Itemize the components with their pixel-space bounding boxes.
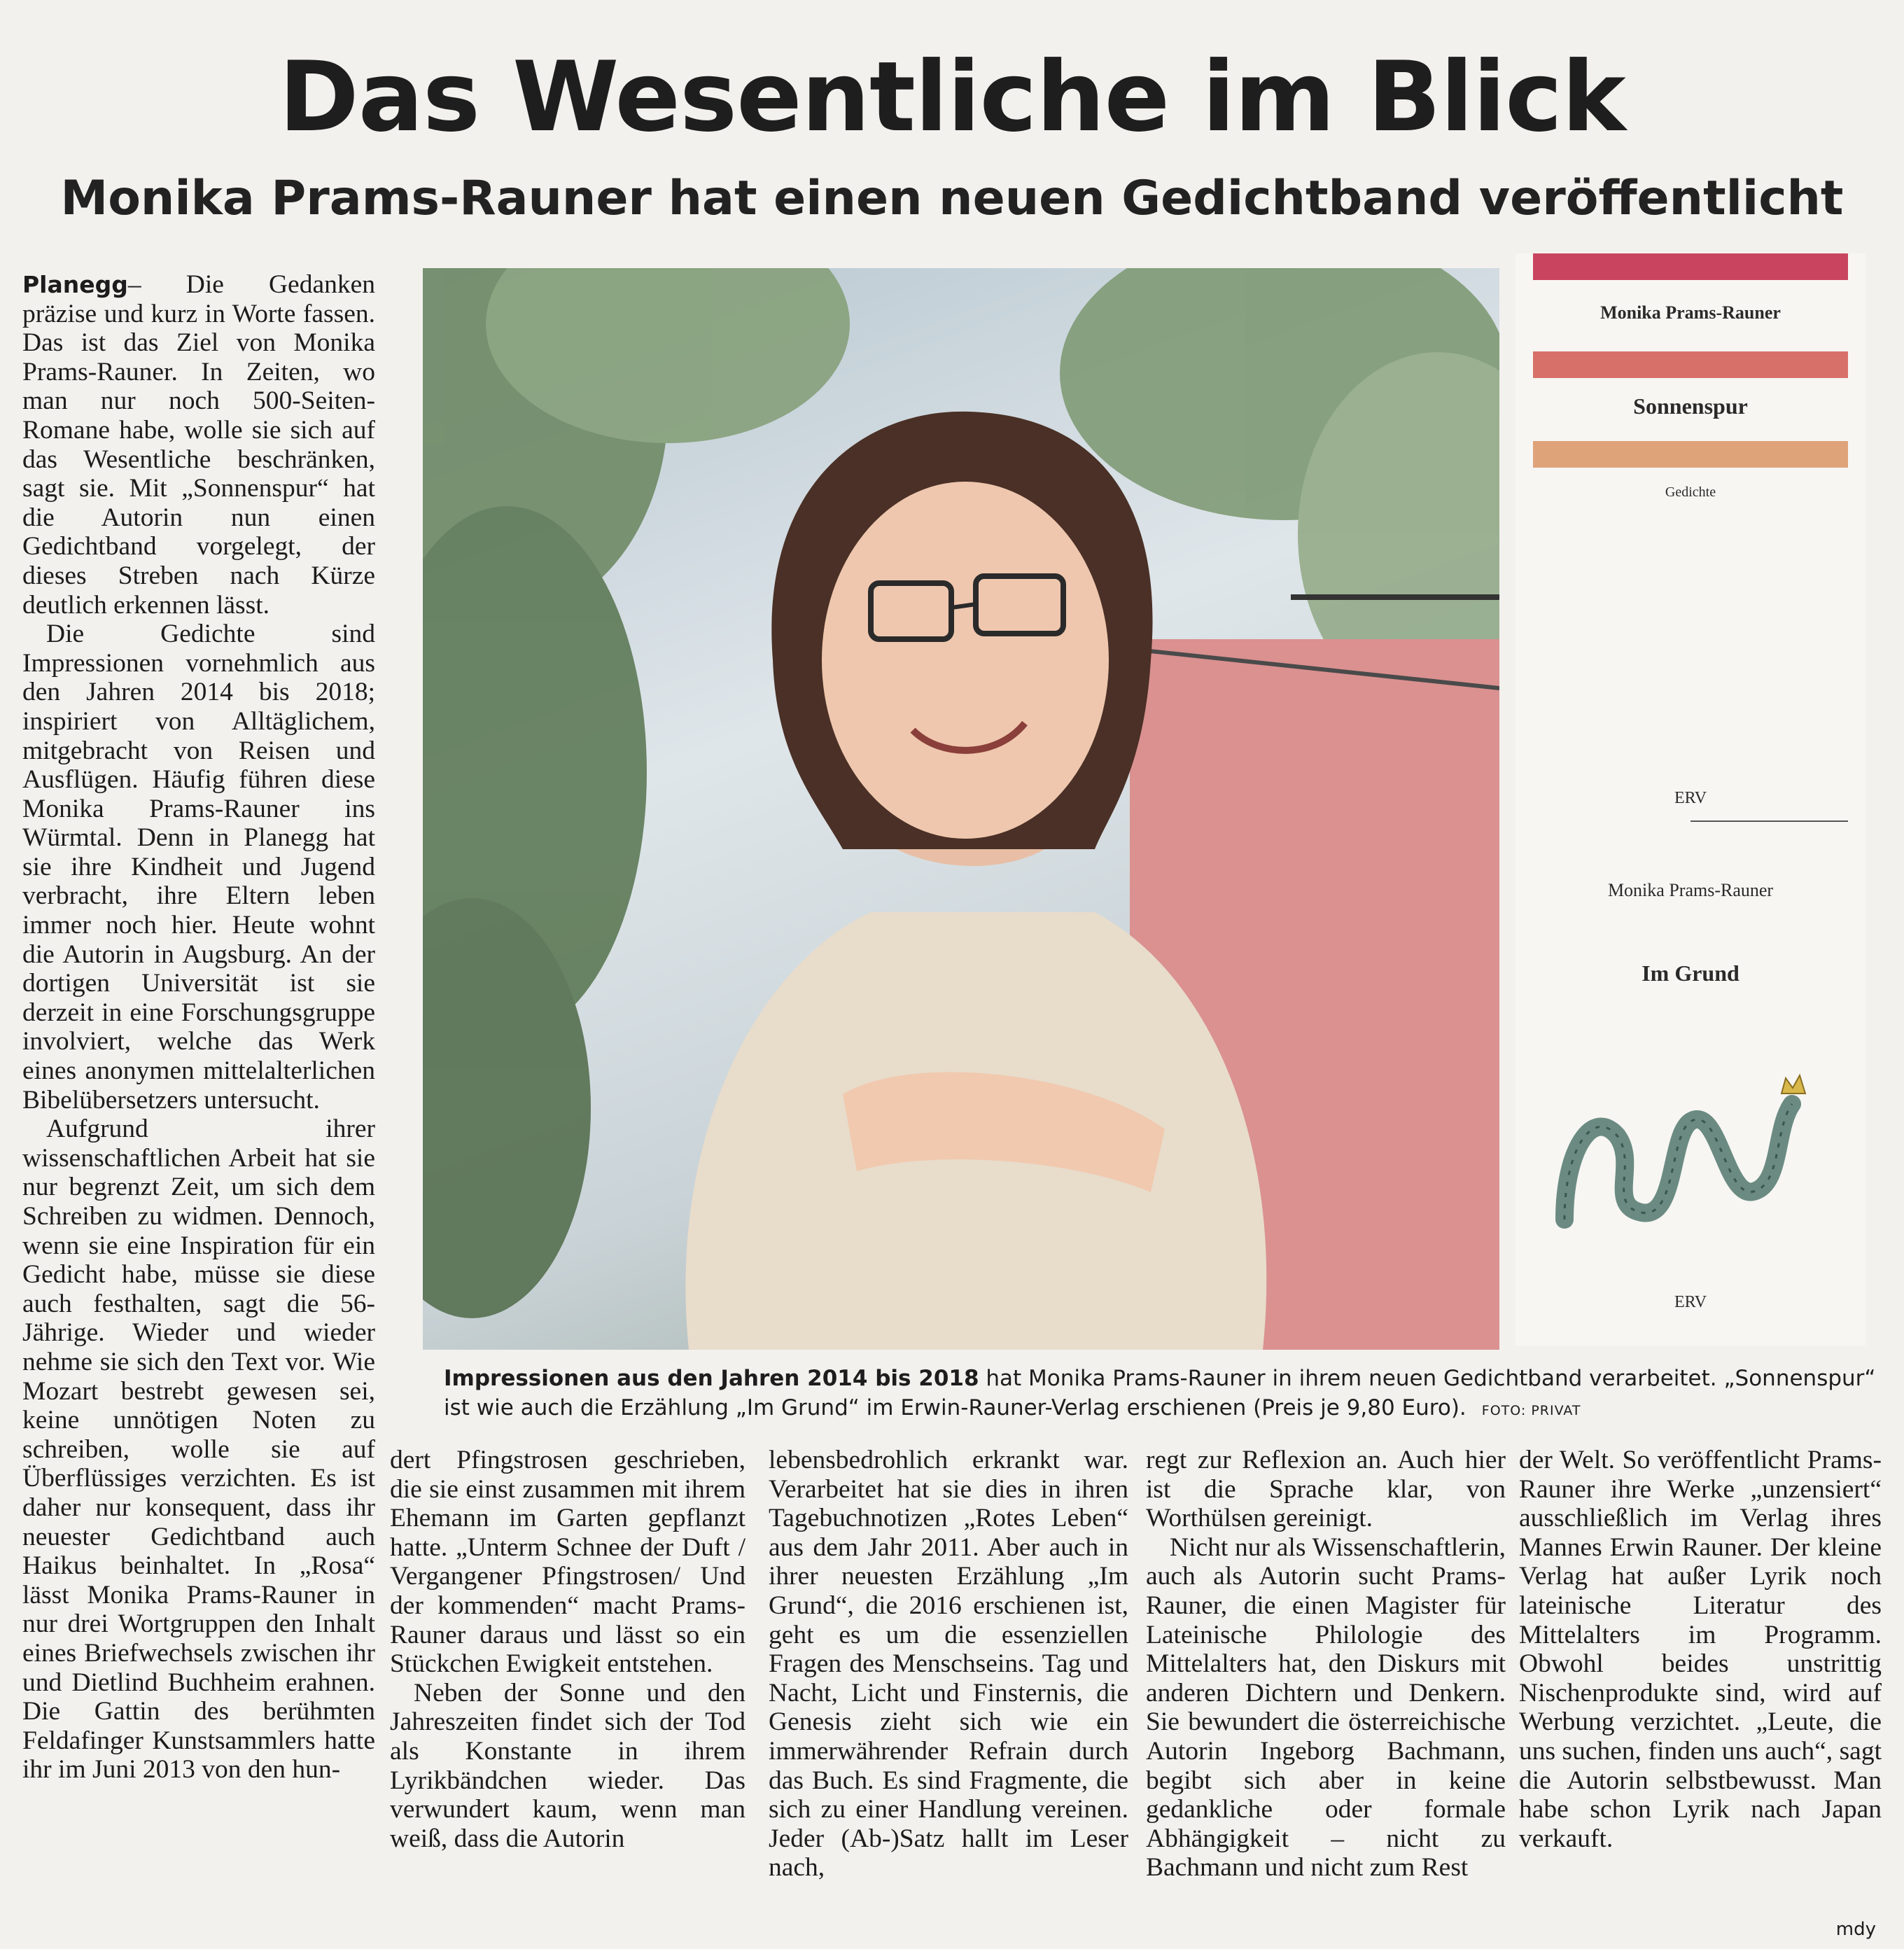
paragraph: dert Pfingstrosen geschrieben, die sie einst zusammen mit ihrem Ehemann im Garten gepflanzt hatte. „Unterm Schnee der Duft / Vergangener Pfingstrosen/ Und der kommenden“ macht Prams-Rauner daraus und lässt so ein Stückchen Ewigkeit entstehen. [390, 1446, 746, 1679]
paragraph: der Welt. So veröffentlicht Prams-Rauner ihre Werke „unzensiert“ ausschließlich im Verlag ihres Mannes Erwin Rauner. Der kleine Verlag hat außer Lyrik noch lateinische Literatur des Mittelalters im Programm. Obwohl beides unstrittig Nischenprodukte sind, wird auf Werbung verzichtet. „Leute, die uns suchen, finden uns auch“, sagt die Autorin selbstbewusst. Man habe schon Lyrik nach Japan verkauft. [1519, 1446, 1882, 1853]
paragraph: Neben der Sonne und den Jahreszeiten findet sich der Tod als Konstante in ihrem Lyrikbändchen wieder. Das verwundert kaum, wenn man weiß, dass die Autorin [390, 1678, 746, 1853]
caption-text: hat Monika Prams-Rauner in ihrem neuen Gedichtband verarbeitet. „Sonnenspur“ ist wie auch die Erzählung „Im Grund“ im Erwin-Rauner-Verlag erschienen (Preis je 9,80 Euro). [444, 1366, 1876, 1420]
cover-divider [1690, 820, 1848, 822]
photo-credit: FOTO: PRIVAT [1481, 1403, 1581, 1418]
article-column-3 [769, 1446, 1128, 1946]
dateline: Planegg [22, 271, 128, 298]
article-column-1 [22, 270, 375, 1943]
cover-stripe-3 [1533, 441, 1848, 468]
cover-stripe-1 [1533, 253, 1848, 280]
book-covers [1516, 253, 1865, 1346]
article-column-2 [390, 1446, 746, 1946]
caption-lead: Impressionen aus den Jahren 2014 bis 2018 [444, 1366, 979, 1391]
paragraph: Die Gedichte sind Impressionen vornehmlich aus den Jahren 2014 bis 2018; inspiriert von Alltäglichem, mitgebracht von Reisen und Ausflügen. Häufig führen diese Monika Prams-Rauner ins Würmtal. Denn in Planegg hat sie ihre Kindheit und Jugend verbracht, ihre Eltern leben immer noch hier. Heute wohnt die Autorin in Augsburg. An der dortigen Universität ist sie derzeit in eine Forschungsgruppe involviert, welche das Werk eines anonymen mittelalterlichen Bibelübersetzers untersucht. [22, 620, 375, 1115]
photo-caption [444, 1364, 1900, 1425]
author-photo [423, 268, 1499, 1350]
book2-title: Im Grund [1642, 960, 1740, 986]
paragraph: Aufgrund ihrer wissenschaftlichen Arbeit hat sie nur begrenzt Zeit, um sich dem Schreiben zu widmen. Dennoch, wenn sie eine Inspiration für ein Gedicht habe, müsse sie diese auch festhalten, sagt die 56-Jährige. Wieder und wieder nehme sie sich den Text vor. Wie Mozart bestrebt gewesen sei, keine unnötigen Noten zu schreiben, wolle sie auf Überflüssiges verzichten. Es ist daher nur konsequent, dass ihr neuester Gedichtband auch Haikus beinhaltet. In „Rosa“ lässt Monika Prams-Rauner in nur drei Wortgruppen den Inhalt eines Briefwechsels zwischen ihr und Dietlind Buchheim erahnen. Die Gattin des berühmten Feldafinger Kunstsammlers hatte ihr im Juni 2013 von den hun- [22, 1115, 375, 1784]
book1-title: Sonnenspur [1633, 393, 1748, 419]
subheadline: Monika Prams-Rauner hat einen neuen Gedichtband veröffentlicht [60, 171, 1844, 226]
article-column-4 [1146, 1446, 1506, 1946]
paragraph: Nicht nur als Wissenschaftlerin, auch als Autorin sucht Prams-Rauner, die einen Magister für Lateinische Philologie des Mittelalters hat, den Diskurs mit anderen Dichtern und Denkern. Sie bewundert die österreichische Autorin Ingeborg Bachmann, begibt sich aber in keine gedankliche oder formale Abhängigkeit – nicht zu Bachmann und nicht zum Rest [1146, 1532, 1506, 1882]
book1-genre: Gedichte [1665, 484, 1716, 500]
book1-author: Monika Prams-Rauner [1600, 302, 1781, 323]
cover-stripe-2 [1533, 351, 1848, 378]
paragraph [22, 270, 375, 620]
headline: Das Wesentliche im Blick [279, 41, 1625, 153]
article-column-5 [1519, 1446, 1882, 1946]
book2-author: Monika Prams-Rauner [1607, 880, 1774, 900]
snake-with-crown-icon [1550, 1066, 1844, 1241]
paragraph: lebensbedrohlich erkrankt war. Verarbeitet hat sie dies in ihren Tagebuchnotizen „Rotes Leben“ aus dem Jahr 2011. Aber auch in ihrer neuesten Erzählung „Im Grund“, die 2016 erschienen ist, geht es um die essenziellen Fragen des Menschseins. Tag und Nacht, Licht und Finsternis, die Genesis zieht sich wie ein immerwährender Refrain durch das Buch. Es sind Fragmente, die sich zu einer Handlung vereinen. Jeder (Ab-)Satz hallt im Leser nach, [769, 1446, 1128, 1882]
book1-publisher: ERV [1674, 789, 1707, 807]
paragraph: regt zur Reflexion an. Auch hier ist die Sprache klar, von Worthülsen gereinigt. [1146, 1446, 1506, 1533]
author-credit: mdy [1835, 1919, 1876, 1940]
book2-publisher: ERV [1674, 1293, 1707, 1311]
paragraph-text: – Die Gedanken präzise und kurz in Worte fassen. Das ist das Ziel von Monika Prams-Rauner. In Zeiten, wo man nur noch 500-Seiten-Romane habe, wolle sie sich auf das Wesentliche beschränken, sagt sie. Mit „Sonnenspur“ hat die Autorin nun einen Gedichtband vorgelegt, der dieses Streben nach Kürze deutlich erkennen lässt. [22, 270, 375, 620]
